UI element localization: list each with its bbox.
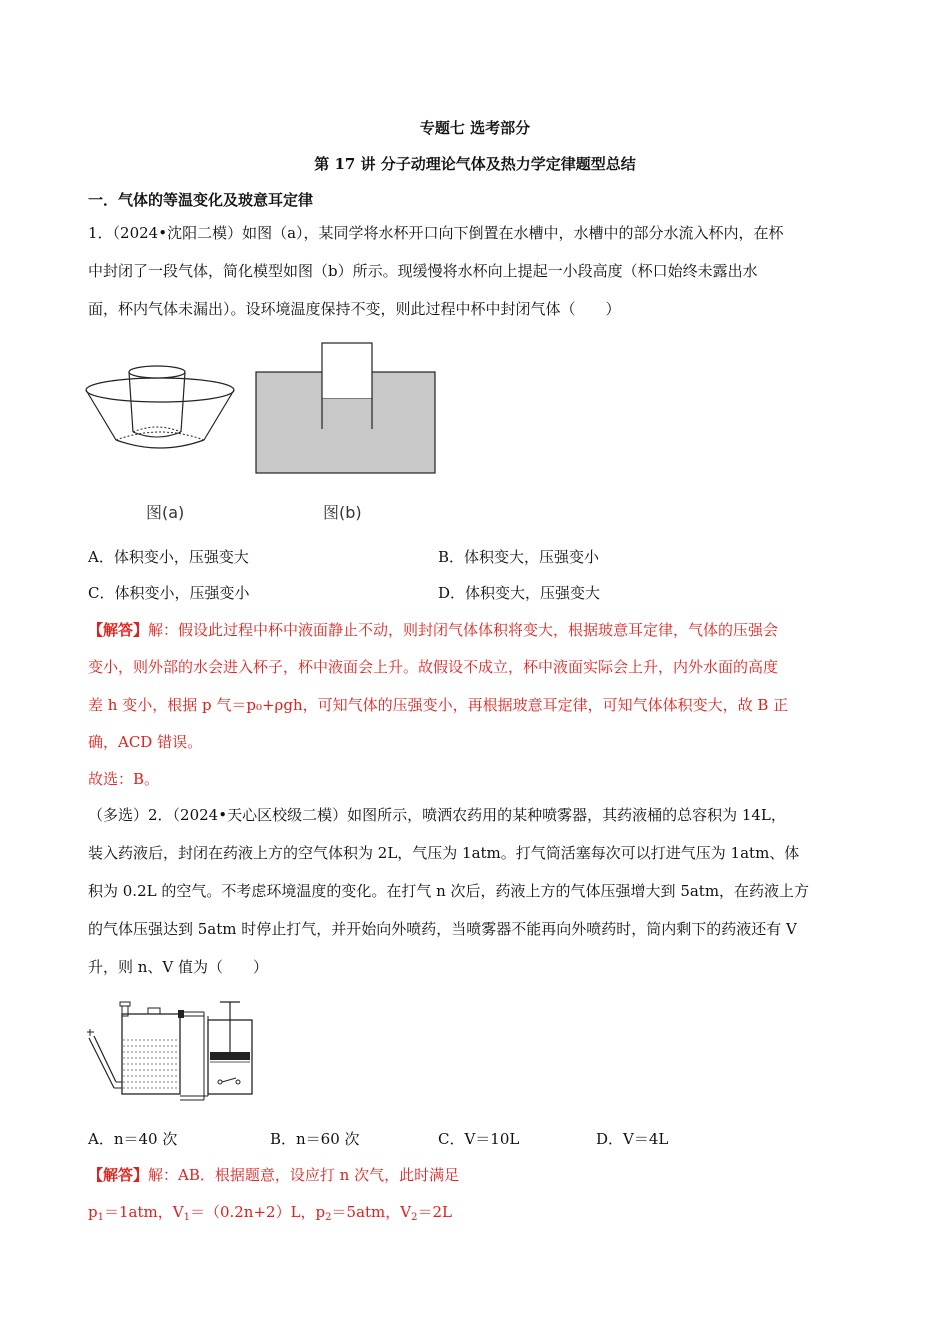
q1-answer-line-4: 确，ACD 错误。	[88, 733, 203, 751]
q1-stem-line-1: 1．（2024•沈阳二模）如图（a），某同学将水杯开口向下倒置在水槽中，水槽中的部分水流入杯内，在杯	[88, 224, 784, 242]
q1-answer-choice: 故选：B。	[88, 770, 160, 788]
q2-stem-line-1: （多选）2．（2024•天心区校级二模）如图所示，喷洒农药用的某种喷雾器，其药液桶的总容积为 14L，	[88, 806, 786, 824]
q2-option-b: B．n＝60 次	[270, 1130, 360, 1148]
eq-p2-value: ＝5atm，	[331, 1203, 401, 1221]
q1-option-b: B．体积变大，压强变小	[438, 548, 600, 566]
q1-answer-line-1	[88, 620, 778, 640]
q2-stem-line-4: 的气体压强达到 5atm 时停止打气，并开始向外喷药，当喷雾器不能再向外喷药时，筒内剩下的药液还有 V	[88, 920, 797, 938]
q2-answer-tag: 【解答】	[88, 1166, 149, 1184]
eq-p1-value: ＝1atm，	[103, 1203, 173, 1221]
figure-a-cup-in-basin	[84, 360, 236, 460]
q1-option-a: A．体积变小，压强变大	[88, 548, 249, 566]
eq-v2-value: ＝2L	[417, 1203, 453, 1221]
eq-p1-sub: 1	[97, 1212, 104, 1223]
q2-option-a: A．n＝40 次	[88, 1130, 178, 1148]
q2-equation-line	[88, 1202, 452, 1228]
figure-a-caption: 图(a)	[146, 503, 185, 522]
eq-v1-value: ＝（0.2n+2）L，	[189, 1203, 316, 1221]
figure-sprayer	[86, 996, 256, 1108]
eq-v2-sub: 2	[411, 1212, 418, 1223]
q2-stem-line-5: 升，则 n、V 值为（ ）	[88, 958, 269, 976]
lecture-title: 第 17 讲 分子动理论气体及热力学定律题型总结	[314, 155, 636, 173]
q2-option-c: C．V＝10L	[438, 1130, 520, 1148]
eq-v1-sub: 1	[183, 1212, 190, 1223]
section-title: 一．气体的等温变化及玻意耳定律	[88, 191, 314, 209]
figure-b-caption: 图(b)	[323, 503, 362, 522]
figure-b-model	[255, 342, 437, 474]
q1-answer-line-3: 差 h 变小，根据 p 气＝p₀+ρgh，可知气体的压强变小，再根据玻意耳定律，可知气体体积变大，故 B 正	[88, 696, 789, 714]
q1-answer-text-1: 解：假设此过程中杯中液面静止不动，则封闭气体体积将变大，根据玻意耳定律，气体的压强会	[148, 621, 779, 639]
eq-p2-sub: 2	[325, 1212, 332, 1223]
q1-option-d: D．体积变大，压强变大	[438, 584, 601, 602]
eq-v1-symbol: V	[172, 1203, 184, 1221]
q2-stem-line-3: 积为 0.2L 的空气。不考虑环境温度的变化。在打气 n 次后，药液上方的气体压强增大到 5atm，在药液上方	[88, 882, 810, 900]
eq-p2-symbol: p	[315, 1203, 326, 1221]
q1-stem-line-2: 中封闭了一段气体，简化模型如图（b）所示。现缓慢将水杯向上提起一小段高度（杯口始终未露出水	[88, 262, 758, 280]
q1-stem-line-3: 面，杯内气体未漏出）。设环境温度保持不变，则此过程中杯中封闭气体（ ）	[88, 300, 621, 318]
topic-heading: 专题七 选考部分	[419, 119, 531, 137]
q1-answer-line-2: 变小，则外部的水会进入杯子，杯中液面会上升。故假设不成立，杯中液面实际会上升，内外水面的高度	[88, 658, 779, 676]
eq-v2-symbol: V	[400, 1203, 412, 1221]
q2-answer-line-1	[88, 1165, 459, 1185]
eq-p1-symbol: p	[88, 1203, 98, 1221]
q2-option-d: D．V＝4L	[596, 1130, 669, 1148]
q2-stem-line-2: 装入药液后，封闭在药液上方的空气体积为 2L，气压为 1atm。打气筒活塞每次可以打进气压为 1atm、体	[88, 844, 800, 862]
q2-answer-text-1: 解：AB．根据题意，设应打 n 次气，此时满足	[148, 1166, 460, 1184]
q1-option-c: C．体积变小，压强变小	[88, 584, 250, 602]
q1-answer-tag: 【解答】	[88, 621, 149, 639]
